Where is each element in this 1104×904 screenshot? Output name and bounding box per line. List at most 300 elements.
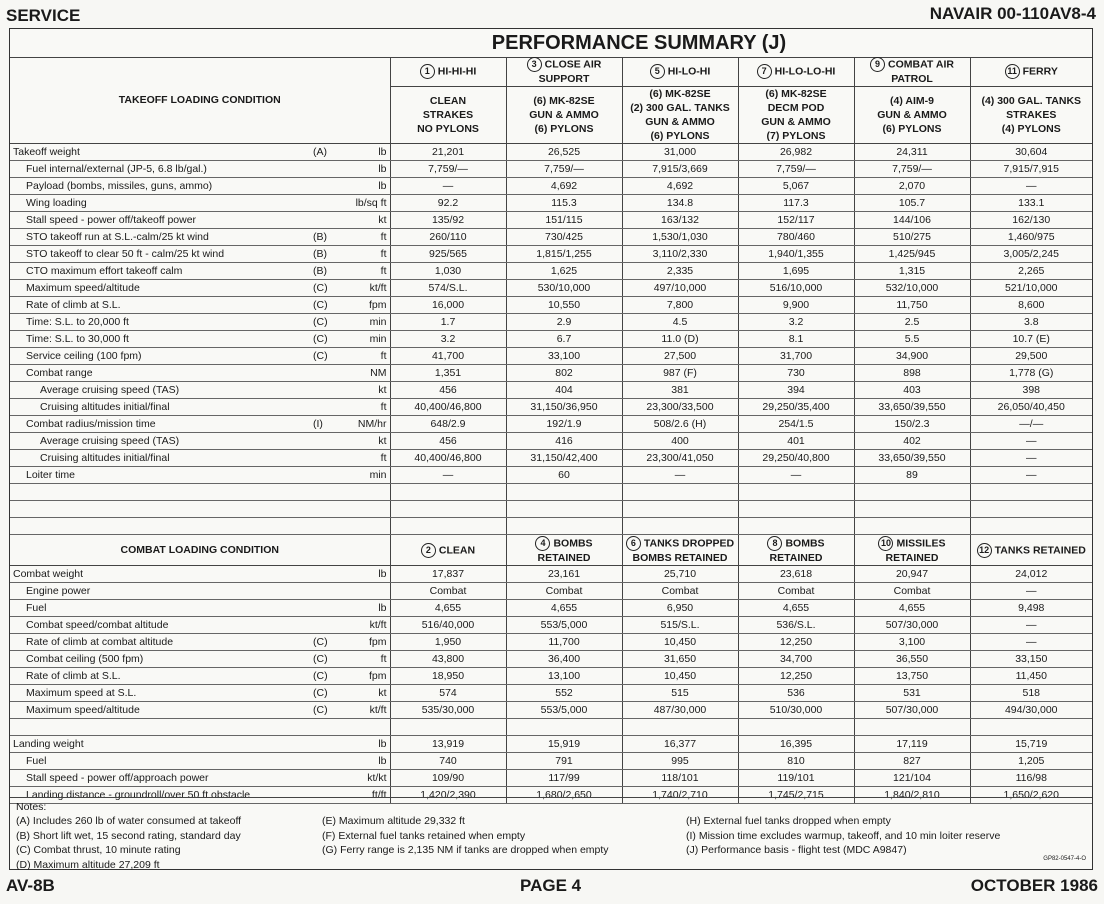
cell-value: 531 [854, 685, 970, 702]
cell-value: 163/132 [622, 212, 738, 229]
mission-name: HI-HI-HI [437, 65, 477, 78]
cell-value: 1,740/2,710 [622, 787, 738, 804]
cell-value: 15,919 [506, 736, 622, 753]
row-label: Maximum speed at S.L. [10, 685, 310, 702]
row-note: (B) [310, 246, 342, 263]
mission-number-circle: 7 [757, 64, 772, 79]
blank-cell [854, 719, 970, 736]
row-label: STO takeoff run at S.L.-calm/25 kt wind [10, 229, 310, 246]
table-row [10, 467, 1092, 484]
cell-value: 36,400 [506, 651, 622, 668]
cell-value: 31,650 [622, 651, 738, 668]
cell-value: 31,700 [738, 348, 854, 365]
note-line: (H) External fuel tanks dropped when empty [686, 815, 891, 827]
row-label: Landing weight [10, 736, 310, 753]
cell-value: 1,425/945 [854, 246, 970, 263]
config-line: (2) 300 GAL. TANKS [630, 102, 730, 114]
cell-value: 3,110/2,330 [622, 246, 738, 263]
cell-value: 2,335 [622, 263, 738, 280]
cell-value: 535/30,000 [390, 702, 506, 719]
cell-value: 3.2 [390, 331, 506, 348]
cell-value: 29,500 [970, 348, 1092, 365]
cell-value: 115.3 [506, 195, 622, 212]
cell-value: 1,351 [390, 365, 506, 382]
table-row [10, 399, 1092, 416]
row-note: (C) [310, 685, 342, 702]
table-row [10, 736, 1092, 753]
table-row [10, 229, 1092, 246]
row-note [310, 212, 342, 229]
cell-value: 33,100 [506, 348, 622, 365]
cell-value: 60 [506, 467, 622, 484]
cell-value: 27,500 [622, 348, 738, 365]
row-unit: ft [342, 651, 390, 668]
table-row [10, 702, 1092, 719]
blank-cell [622, 501, 738, 518]
row-unit: NM/hr [342, 416, 390, 433]
cell-value: 23,300/33,500 [622, 399, 738, 416]
table-row [10, 263, 1092, 280]
row-note: (C) [310, 651, 342, 668]
cell-value: 12,250 [738, 634, 854, 651]
row-unit: kt [342, 433, 390, 450]
row-unit [342, 583, 390, 600]
blank-cell [390, 518, 506, 535]
cell-value: 117/99 [506, 770, 622, 787]
row-label: Maximum speed/altitude [10, 280, 310, 297]
table-row [10, 161, 1092, 178]
mission-number-circle: 1 [420, 64, 435, 79]
row-unit: fpm [342, 297, 390, 314]
cell-value: 521/10,000 [970, 280, 1092, 297]
table-row [10, 617, 1092, 634]
cell-value: 23,618 [738, 566, 854, 583]
cell-value: 516/10,000 [738, 280, 854, 297]
cell-value: 2.9 [506, 314, 622, 331]
notes-column-1 [16, 814, 241, 872]
row-note [310, 450, 342, 467]
mission-name: CLEAN [438, 543, 476, 556]
cell-value: 109/90 [390, 770, 506, 787]
row-note: (C) [310, 280, 342, 297]
cell-value: 487/30,000 [622, 702, 738, 719]
cell-value: 105.7 [854, 195, 970, 212]
row-unit: min [342, 467, 390, 484]
notes-column-3 [686, 814, 1000, 858]
cell-value: 1,950 [390, 634, 506, 651]
cell-value: 552 [506, 685, 622, 702]
cell-value: 7,759/— [738, 161, 854, 178]
mission-number-circle: 4 [535, 536, 550, 551]
mission-name: COMBAT AIR PATROL [888, 58, 954, 85]
cell-value: 381 [622, 382, 738, 399]
table-row [10, 382, 1092, 399]
config-line: (6) MK-82SE [533, 95, 595, 107]
row-label: Stall speed - power off/takeoff power [10, 212, 310, 229]
cell-value: 1,205 [970, 753, 1092, 770]
row-note [310, 382, 342, 399]
blank-cell [854, 518, 970, 535]
cell-value: 36,550 [854, 651, 970, 668]
table-row [10, 348, 1092, 365]
cell-value: 730/425 [506, 229, 622, 246]
row-label: Rate of climb at S.L. [10, 297, 310, 314]
page-title: PERFORMANCE SUMMARY (J) [10, 29, 1092, 58]
cell-value: 24,012 [970, 566, 1092, 583]
row-label: Fuel [10, 600, 310, 617]
row-unit: kt/ft [342, 702, 390, 719]
row-note: (C) [310, 634, 342, 651]
mission-header-12 [970, 535, 1092, 566]
cell-value: 7,800 [622, 297, 738, 314]
blank-cell [390, 484, 506, 501]
row-note [310, 178, 342, 195]
cell-value: 40,400/46,800 [390, 450, 506, 467]
config-line: GUN & AMMO [645, 116, 715, 128]
mission-number-circle: 12 [977, 543, 992, 558]
cell-value: 3,005/2,245 [970, 246, 1092, 263]
cell-value: 4,655 [506, 600, 622, 617]
mission-number-circle: 5 [650, 64, 665, 79]
blank-cell [854, 501, 970, 518]
row-unit: ft [342, 450, 390, 467]
row-unit: ft [342, 348, 390, 365]
row-label: Landing distance - groundroll/over 50 ft obstacle [10, 787, 310, 804]
row-note [310, 467, 342, 484]
combat-mission-header-row [10, 535, 1092, 566]
table-row [10, 668, 1092, 685]
config-line: GUN & AMMO [877, 109, 947, 121]
row-note [310, 399, 342, 416]
cell-value: 6,950 [622, 600, 738, 617]
blank-cell [622, 518, 738, 535]
config-line: (4) 300 GAL. TANKS [981, 95, 1082, 107]
cell-value: 12,250 [738, 668, 854, 685]
table-row [10, 212, 1092, 229]
row-unit: ft [342, 263, 390, 280]
header-service: SERVICE [6, 6, 81, 25]
row-label: Loiter time [10, 467, 310, 484]
blank-cell [738, 518, 854, 535]
cell-value: 416 [506, 433, 622, 450]
cell-value: 507/30,000 [854, 702, 970, 719]
config-line: (6) MK-82SE [649, 88, 711, 100]
config-line: (7) PYLONS [766, 130, 826, 142]
cell-value: 11,750 [854, 297, 970, 314]
row-unit: lb [342, 736, 390, 753]
row-note [310, 736, 342, 753]
cell-value: 5.5 [854, 331, 970, 348]
mission-name: BOMBS RETAINED [537, 536, 593, 564]
blank-row [10, 719, 1092, 736]
cell-value: 553/5,000 [506, 702, 622, 719]
mission-name: HI-LO-LO-HI [774, 65, 836, 78]
row-label: Wing loading [10, 195, 310, 212]
cell-value: 26,050/40,450 [970, 399, 1092, 416]
cell-value: 507/30,000 [854, 617, 970, 634]
row-unit: min [342, 314, 390, 331]
cell-value: Combat [854, 583, 970, 600]
cell-value: 150/2.3 [854, 416, 970, 433]
row-unit: kt/kt [342, 770, 390, 787]
row-label: Stall speed - power off/approach power [10, 770, 310, 787]
mission-name: HI-LO-HI [667, 65, 711, 78]
cell-value: 403 [854, 382, 970, 399]
cell-value: 574/S.L. [390, 280, 506, 297]
cell-value: 4,655 [390, 600, 506, 617]
cell-value: 995 [622, 753, 738, 770]
config-line: STRAKES [422, 109, 474, 121]
row-note: (C) [310, 702, 342, 719]
row-note [310, 433, 342, 450]
table-row [10, 195, 1092, 212]
cell-value: 1,680/2,650 [506, 787, 622, 804]
table-row [10, 433, 1092, 450]
cell-value: 34,900 [854, 348, 970, 365]
cell-value: 33,650/39,550 [854, 450, 970, 467]
table-row [10, 583, 1092, 600]
cell-value: 7,759/— [506, 161, 622, 178]
mission-header-11 [970, 57, 1092, 87]
cell-value: 1,815/1,255 [506, 246, 622, 263]
row-note: (B) [310, 229, 342, 246]
row-label: CTO maximum effort takeoff calm [10, 263, 310, 280]
cell-value: 7,759/— [854, 161, 970, 178]
cell-value: 144/106 [854, 212, 970, 229]
combat-condition-label: COMBAT LOADING CONDITION [10, 535, 390, 566]
row-unit: lb [342, 178, 390, 195]
blank-cell [622, 484, 738, 501]
cell-value: 26,982 [738, 144, 854, 161]
row-label: Fuel [10, 753, 310, 770]
config-line: NO PYLONS [417, 123, 479, 135]
blank-cell [506, 484, 622, 501]
cell-value: 515 [622, 685, 738, 702]
config-line: (6) PYLONS [534, 123, 594, 135]
cell-value: — [970, 583, 1092, 600]
cell-value: — [970, 467, 1092, 484]
row-note [310, 617, 342, 634]
note-line: (I) Mission time excludes warmup, takeoff, and 10 min loiter reserve [686, 829, 1001, 842]
cell-value: 25,710 [622, 566, 738, 583]
row-unit: ft [342, 229, 390, 246]
cell-value: 3.2 [738, 314, 854, 331]
cell-value: — [970, 433, 1092, 450]
blank-row [10, 518, 1092, 535]
table-row [10, 651, 1092, 668]
row-label: Combat weight [10, 566, 310, 583]
row-unit: min [342, 331, 390, 348]
row-label: STO takeoff to clear 50 ft - calm/25 kt wind [10, 246, 310, 263]
cell-value: 16,395 [738, 736, 854, 753]
mission-name: BOMBS RETAINED [769, 536, 825, 564]
blank-cell [506, 719, 622, 736]
cell-value: 1,530/1,030 [622, 229, 738, 246]
table-row [10, 753, 1092, 770]
cell-value: 4,655 [738, 600, 854, 617]
row-label: Rate of climb at S.L. [10, 668, 310, 685]
cell-value: 1,695 [738, 263, 854, 280]
row-label: Cruising altitudes initial/final [10, 450, 310, 467]
notes-section [10, 797, 1092, 869]
cell-value: 135/92 [390, 212, 506, 229]
blank-row [10, 501, 1092, 518]
blank-cell [854, 484, 970, 501]
cell-value: 119/101 [738, 770, 854, 787]
cell-value: 40,400/46,800 [390, 399, 506, 416]
row-label: Time: S.L. to 20,000 ft [10, 314, 310, 331]
cell-value: 1,650/2,620 [970, 787, 1092, 804]
row-note: (C) [310, 668, 342, 685]
row-unit: kt/ft [342, 617, 390, 634]
cell-value: 30,604 [970, 144, 1092, 161]
config-line: GUN & AMMO [529, 109, 599, 121]
mission-number-circle: 8 [767, 536, 782, 551]
config-line: (4) PYLONS [1001, 123, 1061, 135]
cell-value: 400 [622, 433, 738, 450]
table-row [10, 331, 1092, 348]
cell-value: 398 [970, 382, 1092, 399]
blank-cell [970, 501, 1092, 518]
cell-value: 1,420/2,390 [390, 787, 506, 804]
mission-header-6 [622, 535, 738, 566]
row-unit: kt [342, 382, 390, 399]
cell-value: 8.1 [738, 331, 854, 348]
cell-value: 4.5 [622, 314, 738, 331]
blank-cell [506, 518, 622, 535]
mission-header-1 [390, 57, 506, 87]
cell-value: 1.7 [390, 314, 506, 331]
cell-value: — [390, 467, 506, 484]
cell-value: 810 [738, 753, 854, 770]
row-label: Takeoff weight [10, 144, 310, 161]
table-row [10, 634, 1092, 651]
cell-value: 8,600 [970, 297, 1092, 314]
cell-value: 13,919 [390, 736, 506, 753]
mission-config-9 [854, 87, 970, 144]
mission-number-circle: 2 [421, 543, 436, 558]
cell-value: — [970, 450, 1092, 467]
mission-header-2 [390, 535, 506, 566]
cell-value: 1,840/2,810 [854, 787, 970, 804]
cell-value: 89 [854, 467, 970, 484]
cell-value: 4,692 [622, 178, 738, 195]
footer-page: PAGE 4 [520, 876, 582, 895]
cell-value: 1,625 [506, 263, 622, 280]
cell-value: Combat [622, 583, 738, 600]
cell-value: — [970, 617, 1092, 634]
cell-value: 1,745/2,715 [738, 787, 854, 804]
cell-value: 33,650/39,550 [854, 399, 970, 416]
cell-value: — [738, 467, 854, 484]
cell-value: 574 [390, 685, 506, 702]
row-note: (B) [310, 263, 342, 280]
cell-value: 10,550 [506, 297, 622, 314]
cell-value: 508/2.6 (H) [622, 416, 738, 433]
cell-value: 3,100 [854, 634, 970, 651]
cell-value: 18,950 [390, 668, 506, 685]
footer-aircraft: AV-8B [6, 876, 55, 895]
cell-value: Combat [738, 583, 854, 600]
note-line: (F) External fuel tanks retained when empty [322, 829, 526, 842]
cell-value: 23,161 [506, 566, 622, 583]
notes-heading: Notes: [16, 801, 47, 813]
note-line: (C) Combat thrust, 10 minute rating [16, 844, 181, 856]
cell-value: 31,000 [622, 144, 738, 161]
cell-value: 536/S.L. [738, 617, 854, 634]
cell-value: 11,700 [506, 634, 622, 651]
cell-value: 33,150 [970, 651, 1092, 668]
cell-value: —/— [970, 416, 1092, 433]
cell-value: 134.8 [622, 195, 738, 212]
config-line: (6) PYLONS [882, 123, 942, 135]
row-label: Engine power [10, 583, 310, 600]
blank-cell [738, 501, 854, 518]
cell-value: 510/275 [854, 229, 970, 246]
cell-value: 730 [738, 365, 854, 382]
cell-value: 518 [970, 685, 1092, 702]
cell-value: 532/10,000 [854, 280, 970, 297]
cell-value: 456 [390, 382, 506, 399]
cell-value: 11.0 (D) [622, 331, 738, 348]
cell-value: 10,450 [622, 634, 738, 651]
row-unit: kt/ft [342, 280, 390, 297]
blank-label-cell [10, 501, 390, 518]
row-unit: ft [342, 399, 390, 416]
mission-name: CLOSE AIR SUPPORT [538, 58, 602, 85]
blank-cell [970, 719, 1092, 736]
cell-value: 9,900 [738, 297, 854, 314]
config-line: DECM POD [767, 102, 825, 114]
cell-value: 9,498 [970, 600, 1092, 617]
cell-value: 740 [390, 753, 506, 770]
mission-number-circle: 11 [1005, 64, 1020, 79]
row-label: Time: S.L. to 30,000 ft [10, 331, 310, 348]
cell-value: 162/130 [970, 212, 1092, 229]
header-doc-number: NAVAIR 00-110AV8-4 [929, 4, 1096, 23]
cell-value: — [970, 634, 1092, 651]
cell-value: 394 [738, 382, 854, 399]
cell-value: 1,030 [390, 263, 506, 280]
cell-value: 1,315 [854, 263, 970, 280]
blank-cell [970, 484, 1092, 501]
row-note: (C) [310, 297, 342, 314]
cell-value: 987 (F) [622, 365, 738, 382]
footer-date: OCTOBER 1986 [970, 876, 1098, 895]
mission-number-circle: 10 [878, 536, 893, 551]
cell-value: 20,947 [854, 566, 970, 583]
mission-name: FERRY [1022, 65, 1058, 78]
row-note [310, 365, 342, 382]
row-label: Fuel internal/external (JP-5, 6.8 lb/gal.) [10, 161, 310, 178]
mission-number-circle: 3 [527, 57, 542, 72]
config-line: (4) AIM-9 [890, 95, 934, 107]
row-unit: NM [342, 365, 390, 382]
cell-value: 780/460 [738, 229, 854, 246]
cell-value: 13,750 [854, 668, 970, 685]
row-unit: fpm [342, 668, 390, 685]
cell-value: 31,150/36,950 [506, 399, 622, 416]
table-row [10, 144, 1092, 161]
config-line: GUN & AMMO [761, 116, 831, 128]
table-row [10, 566, 1092, 583]
blank-label-cell [10, 484, 390, 501]
cell-value: 7,759/— [390, 161, 506, 178]
note-line: (G) Ferry range is 2,135 NM if tanks are dropped when empty [322, 844, 609, 856]
cell-value: 118/101 [622, 770, 738, 787]
cell-value: 404 [506, 382, 622, 399]
cell-value: — [970, 178, 1092, 195]
